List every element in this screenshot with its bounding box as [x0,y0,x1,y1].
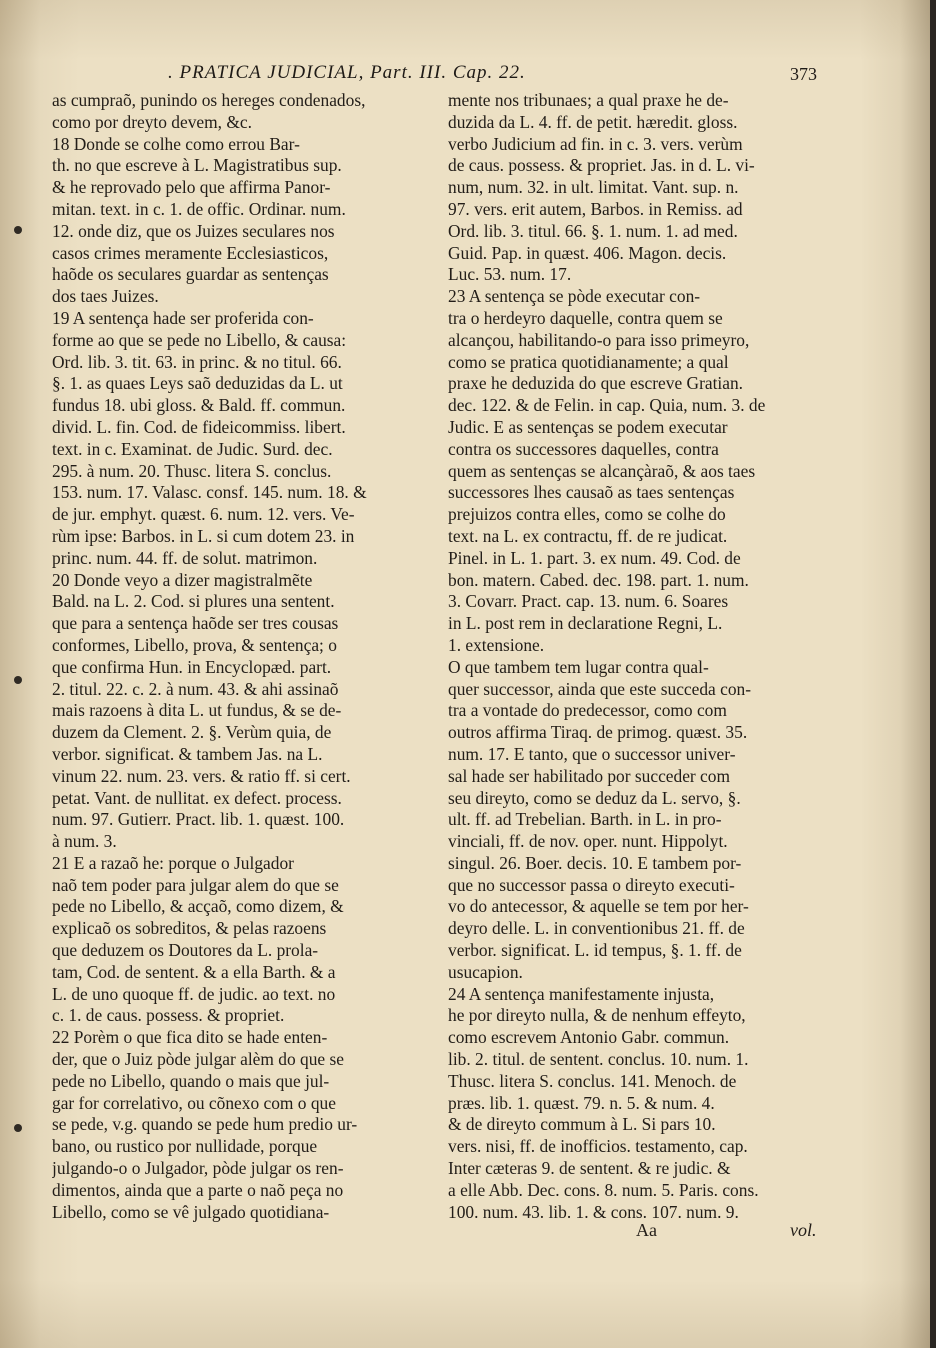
text-line: como escrevem Antonio Gabr. commun. [448,1027,730,1048]
text-line: 24 A sentença manifestamente injusta, [448,983,715,1004]
text-line: vinciali, ff. de nov. oper. nunt. Hippolyt. [448,831,728,852]
text-line: 153. num. 17. Valasc. consf. 145. num. 18. & [52,482,367,503]
text-line: 295. à num. 20. Thusc. litera S. conclus. [52,460,332,481]
text-line: 100. num. 43. lib. 1. & cons. 107. num. 9. [448,1201,739,1222]
text-line: c. 1. de caus. possess. & propriet. [52,1005,285,1026]
text-line: prejuizos contra elles, como se colhe do [448,504,726,525]
text-line: que confirma Hun. in Encyclopæd. part. [52,656,332,677]
text-line: L. de uno quoque ff. de judic. ao text. no [52,983,336,1004]
text-line: he por direyto nulla, & de nenhum effeyto, [448,1005,746,1026]
catchword: vol. [790,1220,817,1240]
text-line: como por dreyto devem, &c. [52,111,252,132]
text-line: haõde os seculares guardar as sentenças [52,264,329,285]
text-line: vo do antecessor, & aquelle se tem por her- [448,896,749,917]
text-line: ult. ff. ad Trebelian. Barth. in L. in pro- [448,809,722,830]
text-line: dec. 122. & de Felin. in cap. Quia, num. 3. de [448,395,766,416]
text-line: in L. post rem in declaratione Regni, L. [448,613,723,634]
page-number: 373 [790,64,817,84]
text-line: que no successor passa o direyto executi- [448,874,735,895]
text-line: Inter cæteras 9. de sentent. & re judic. & [448,1158,731,1179]
text-line: se pede, v.g. quando se pede hum predio ur- [52,1114,358,1135]
text-line: praxe he deduzida do que escreve Gratian. [448,373,744,394]
text-line: O que tambem tem lugar contra qual- [448,656,709,677]
text-line: num. 97. Gutierr. Pract. lib. 1. quæst. 100. [52,809,345,830]
text-line: outros affirma Tiraq. de primog. quæst. 35. [448,722,748,743]
text-line: successores lhes causaõ as taes sentenças [448,482,735,503]
text-line: as cumpraõ, punindo os hereges condenados, [52,90,366,110]
text-line: conformes, Libello, prova, & sentença; o [52,634,337,655]
text-line: 23 A sentença se pòde executar con- [448,286,701,307]
text-line: bano, ou rustico por nullidade, porque [52,1136,318,1157]
text-line: §. 1. as quaes Leys saõ deduzidas da L. ut [52,373,343,394]
text-line: mitan. text. in c. 1. de offic. Ordinar. num. [52,198,346,219]
text-line: text. in c. Examinat. de Judic. Surd. dec. [52,438,333,459]
text-line: forme ao que se pede no Libello, & causa: [52,329,347,350]
text-line: a elle Abb. Dec. cons. 8. num. 5. Paris. cons. [448,1179,759,1200]
text-line: 21 E a razaõ he: porque o Julgador [52,852,294,873]
text-line: vinum 22. num. 23. vers. & ratio ff. si cert. [52,765,351,786]
text-line: tra o herdeyro daquelle, contra quem se [448,307,723,328]
text-line: que para a sentença haõde ser tres cousas [52,613,339,634]
running-head: . PRATICA JUDICIAL, Part. III. Cap. 22. [168,62,526,83]
text-line: tra a vontade do predecessor, como com [448,700,727,721]
text-line: Bald. na L. 2. Cod. si plures una sentent. [52,591,335,612]
text-line: explicaõ os sobreditos, & pelas razoens [52,918,327,939]
text-line: 1. extensione. [448,634,545,655]
text-line: de caus. possess. & propriet. Jas. in d. L. vi- [448,155,755,176]
text-line: mente nos tribunaes; a qual praxe he de- [448,90,729,110]
text-line: pede no Libello, & acçaõ, como dizem, & [52,896,344,917]
text-line: à num. 3. [52,831,117,852]
text-line: Guid. Pap. in quæst. 406. Magon. decis. [448,242,727,263]
text-line: princ. num. 44. ff. de solut. matrimon. [52,547,318,568]
text-line: singul. 26. Boer. decis. 10. E tambem por- [448,852,742,873]
text-line: mais razoens à dita L. ut fundus, & se de- [52,700,342,721]
text-line: Thusc. litera S. conclus. 141. Menoch. de [448,1070,737,1091]
text-line: Libello, como se vê julgado quotidiana- [52,1201,330,1222]
text-line: 22 Porèm o que fica dito se hade enten- [52,1027,328,1048]
text-line: 2. titul. 22. c. 2. à num. 43. & ahi assinaõ [52,678,339,699]
right-text-column [448,90,824,1223]
text-line: deyro delle. L. in conventionibus 21. ff. de [448,918,745,939]
text-line: sal hade ser habilitado por succeder com [448,765,731,786]
binding-holes [14,0,28,1348]
text-line: seu direyto, como se deduz da L. servo, §. [448,787,741,808]
left-text-column [52,90,428,1223]
text-line: de jur. emphyt. quæst. 6. num. 12. vers. Ve- [52,504,355,525]
text-line: & de direyto commum à L. Si pars 10. [448,1114,716,1135]
text-line: contra os successores daquelles, contra [448,438,719,459]
text-line: que deduzem os Doutores da L. prola- [52,940,319,961]
signature-mark: Aa [636,1220,657,1240]
text-line: der, que o Juiz pòde julgar alèm do que se [52,1049,344,1070]
text-line: verbo Judicium ad fin. in c. 3. vers. verùm [448,133,743,154]
text-line: num, num. 32. in ult. limitat. Vant. sup. n. [448,177,739,198]
text-line: text. na L. ex contractu, ff. de re judicat. [448,525,728,546]
text-line: dos taes Juizes. [52,286,159,307]
text-line: como se pratica quotidianamente; a qual [448,351,729,372]
text-line: Judic. E as sentenças se podem executar [448,416,728,437]
text-line: naõ tem poder para julgar alem do que se [52,874,339,895]
text-line: & he reprovado pelo que affirma Panor- [52,177,331,198]
text-line: petat. Vant. de nullitat. ex defect. process. [52,787,342,808]
text-line: Ord. lib. 3. titul. 66. §. 1. num. 1. ad med. [448,220,738,241]
text-line: lib. 2. titul. de sentent. conclus. 10. num. 1. [448,1049,749,1070]
binding-hole [14,676,22,684]
text-line: Ord. lib. 3. tit. 63. in princ. & no titul. 66. [52,351,342,372]
text-line: num. 17. E tanto, que o successor univer- [448,743,736,764]
text-line: pede no Libello, quando o mais que jul- [52,1070,330,1091]
binding-hole [14,1124,22,1132]
text-line: Luc. 53. num. 17. [448,264,572,285]
text-line: 18 Donde se colhe como errou Bar- [52,133,300,154]
text-line: duzida da L. 4. ff. de petit. hæredit. gloss. [448,111,738,132]
text-line: rùm ipse: Barbos. in L. si cum dotem 23. in [52,525,355,546]
text-line: tam, Cod. de sentent. & a ella Barth. & a [52,961,336,982]
text-line: divid. L. fin. Cod. de fideicommiss. libert. [52,416,346,437]
text-line: bon. matern. Cabed. dec. 198. part. 1. num. [448,569,749,590]
text-line: casos crimes meramente Ecclesiasticos, [52,242,329,263]
text-line: præs. lib. 1. quæst. 79. n. 5. & num. 4. [448,1092,715,1113]
text-line: duzem da Clement. 2. §. Verùm quia, de [52,722,332,743]
text-line: quem as sentenças se alcançàraõ, & aos taes [448,460,756,481]
text-line: 20 Donde veyo a dizer magistralmẽte [52,569,313,590]
text-line: usucapion. [448,961,523,982]
text-line: 12. onde diz, que os Juizes seculares nos [52,220,335,241]
text-line: gar for correlativo, ou cõnexo com o que [52,1092,336,1113]
text-line: dimentos, ainda que a parte o naõ peça no [52,1179,344,1200]
text-line: Pinel. in L. 1. part. 3. ex num. 49. Cod. de [448,547,741,568]
text-line: 97. vers. erit autem, Barbos. in Remiss. ad [448,198,743,219]
text-line: julgando-o o Julgador, pòde julgar os ren- [52,1158,344,1179]
text-line: th. no que escreve à L. Magistratibus sup. [52,155,342,176]
text-line: 19 A sentença hade ser proferida con- [52,307,314,328]
text-line: fundus 18. ubi gloss. & Bald. ff. commun. [52,395,346,416]
text-line: alcançou, habilitando-o para isso primeyro, [448,329,750,350]
text-line: 3. Covarr. Pract. cap. 13. num. 6. Soares [448,591,729,612]
binding-hole [14,226,22,234]
text-line: quer successor, ainda que este succeda con- [448,678,752,699]
text-line: verbor. significat. L. id tempus, §. 1. ff. de [448,940,742,961]
text-line: vers. nisi, ff. de inofficios. testamento, cap. [448,1136,748,1157]
text-line: verbor. significat. & tambem Jas. na L. [52,743,323,764]
